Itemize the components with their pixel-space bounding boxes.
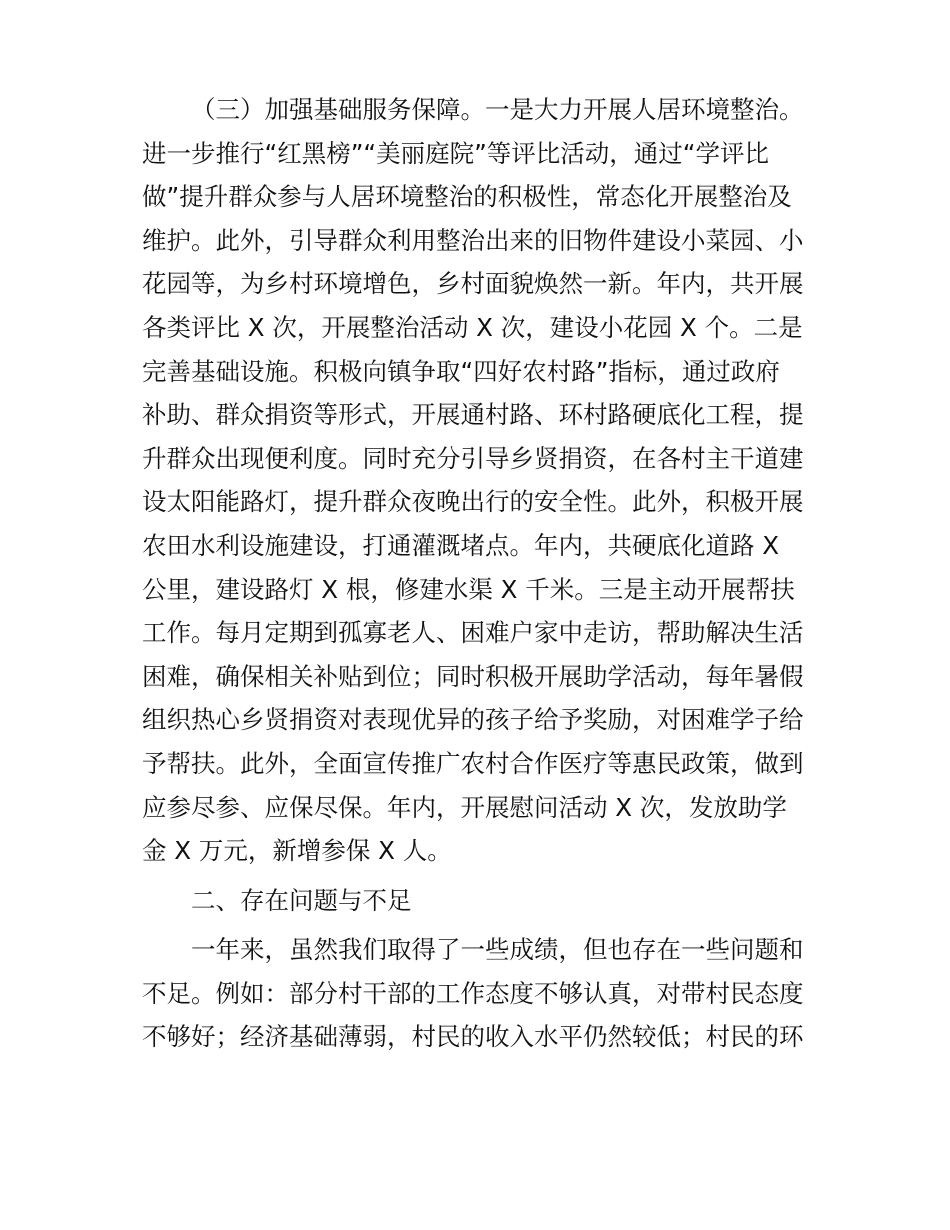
section-heading: 二、存在问题与不足 (191, 885, 412, 915)
paragraph-line: 完善基础设施。积极向镇争取“四好农村路”指标，通过政府 (142, 356, 780, 386)
paragraph-line: 各类评比 X 次，开展整治活动 X 次，建设小花园 X 个。二是 (142, 312, 803, 342)
paragraph-line: 农田水利设施建设，打通灌溉堵点。年内，共硬底化道路 X (142, 530, 780, 560)
paragraph-line: （三）加强基础服务保障。一是大力开展人居环境整治。 (191, 95, 804, 124)
paragraph-line: 工作。每月定期到孤寡老人、困难户家中走访，帮助解决生活 (142, 618, 804, 648)
paragraph-line: 困难，确保相关补贴到位；同时积极开展助学活动，每年暑假 (142, 661, 804, 691)
paragraph-line: 进一步推行“红黑榜”“美丽庭院”等评比活动，通过“学评比 (142, 138, 769, 168)
paragraph-infrastructure-services (142, 88, 832, 873)
paragraph-line: 补助、群众捐资等形式，开展通村路、环村路硬底化工程，提 (142, 400, 804, 430)
document-body (142, 88, 832, 1059)
paragraph-line: 一年来，虽然我们取得了一些成绩，但也存在一些问题和 (191, 935, 804, 965)
paragraph-line: 维护。此外，引导群众利用整治出来的旧物件建设小菜园、小 (142, 225, 804, 255)
paragraph-line: 花园等，为乡村环境增色，乡村面貌焕然一新。年内，共开展 (142, 269, 804, 299)
paragraph-line: 组织热心乡贤捐资对表现优异的孩子给予奖励，对困难学子给 (142, 705, 804, 735)
paragraph-problems (142, 928, 832, 1059)
paragraph-line: 金 X 万元，新增参保 X 人。 (142, 836, 452, 866)
paragraph-line: 升群众出现便利度。同时充分引导乡贤捐资，在各村主干道建 (142, 443, 804, 473)
paragraph-line: 不够好；经济基础薄弱，村民的收入水平仍然较低；村民的环 (142, 1022, 804, 1052)
paragraph-line: 应参尽参、应保尽保。年内，开展慰问活动 X 次，发放助学 (142, 792, 787, 822)
paragraph-line: 不足。例如：部分村干部的工作态度不够认真，对带村民态度 (142, 978, 804, 1008)
paragraph-line: 做”提升群众参与人居环境整治的积极性，常态化开展整治及 (142, 182, 792, 212)
paragraph-line: 予帮扶。此外，全面宣传推广农村合作医疗等惠民政策，做到 (142, 748, 804, 778)
paragraph-line: 设太阳能路灯，提升群众夜晚出行的安全性。此外，积极开展 (142, 487, 804, 517)
paragraph-line: 公里，建设路灯 X 根，修建水渠 X 千米。三是主动开展帮扶 (142, 574, 795, 604)
